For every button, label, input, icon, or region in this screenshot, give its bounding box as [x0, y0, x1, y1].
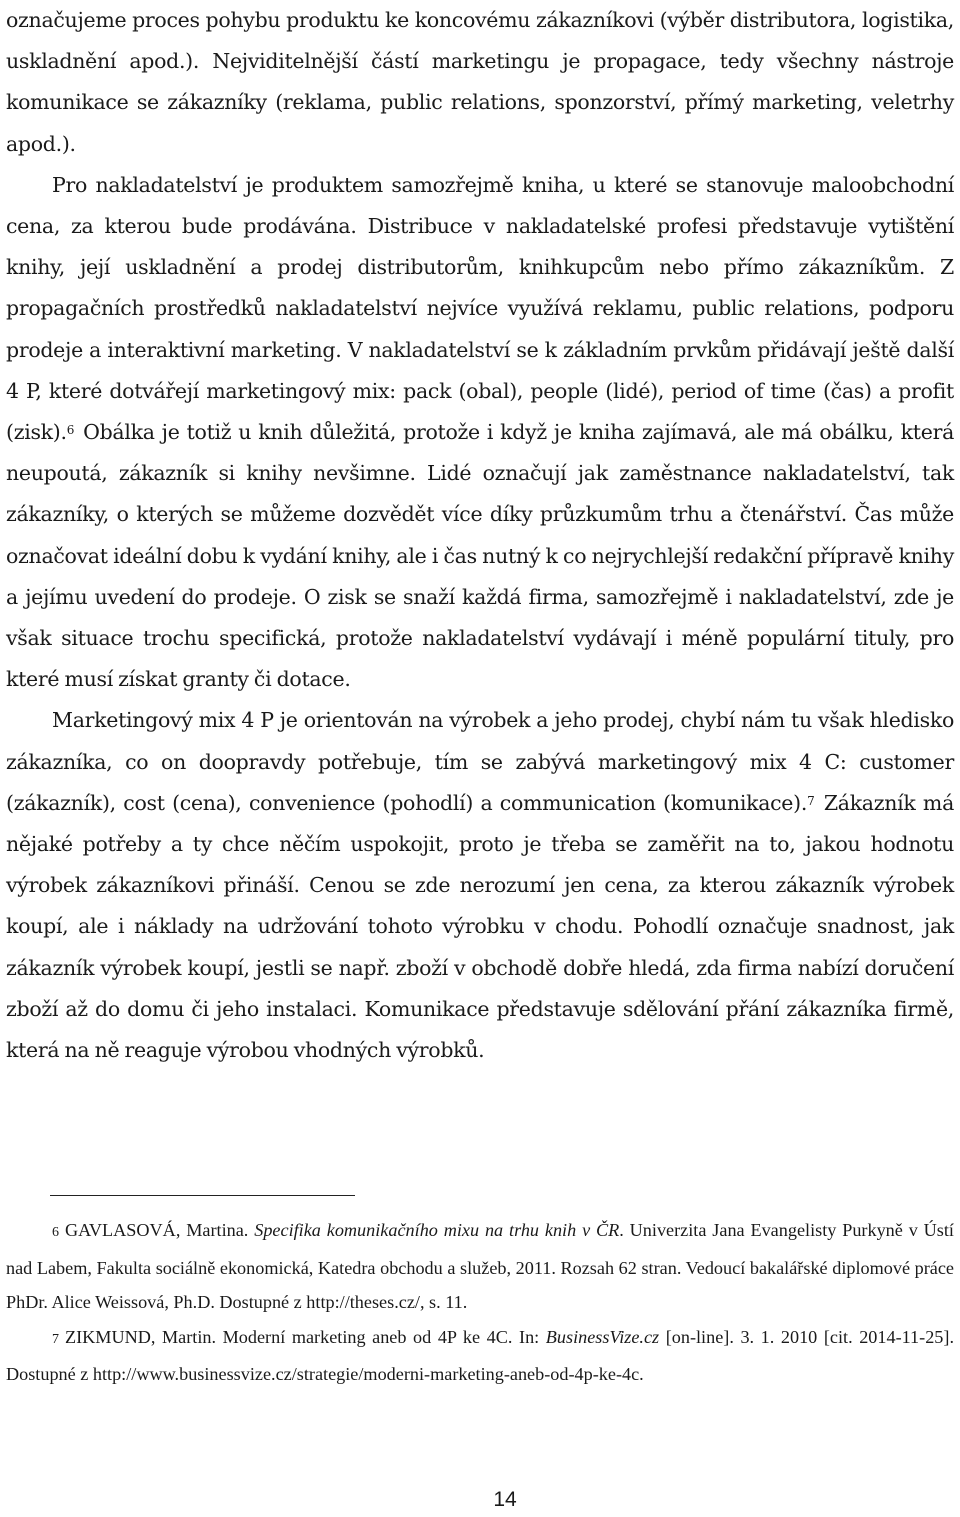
footnote-7	[6, 1320, 954, 1392]
paragraph-text: Zákazník má nějaké potřeby a ty chce něčím uspokojit, proto je třeba se zaměřit na to, jakou hodnotu výrobek zákazníkovi přináší. Cenou se zde nerozumí jen cena, za kterou zákazník výrobek koupí, ale i náklady na udržování tohoto výrobku v chodu. Pohodlí označuje snadnost, jak zákazník výrobek koupí, jestli se např. zboží v obchodě dobře hledá, zda firma nabízí doručení zboží až do domu či jeho instalaci. Komunikace představuje sdělování přání zákazníka firmě, která na ně reaguje výrobou vhodných výrobků.	[6, 790, 954, 1063]
paragraph-marketing-4c	[6, 700, 954, 1071]
footnote-author: ZIKMUND, Martin. Moderní marketing aneb od 4P ke 4C. In:	[65, 1326, 546, 1347]
body-text	[6, 0, 954, 1071]
footnote-title: Specifika komunikačního mixu na trhu knih v ČR	[254, 1220, 620, 1240]
footnote-reference-6[interactable]: 6	[66, 423, 75, 438]
footnote-separator	[50, 1195, 355, 1196]
footnotes	[6, 1213, 954, 1392]
footnote-6	[6, 1213, 954, 1320]
footnote-details: . Univerzita Jana Evangelisty Purkyně v Ústí nad Labem, Fakulta sociálně ekonomická, Katedra obchodu a služeb, 2011. Rozsah 62 stran. Vedoucí bakalářské diplomové práce PhDr. Alice Weissová, Ph.D. Dostupné z http://theses.cz/, s. 11.	[6, 1220, 954, 1312]
paragraph-text: Marketingový mix 4 P je orientován na výrobek a jeho prodej, chybí nám tu však hledisko zákazníka, co on doopravdy potřebuje, tím se zabývá marketingový mix 4 C: customer (zákazník), cost (cena), convenience (pohodlí) a communication (komunikace).	[6, 708, 954, 815]
footnote-author: GAVLASOVÁ, Martina.	[65, 1220, 255, 1240]
paragraph-text: Pro nakladatelství je produktem samozřejmě kniha, u které se stanovuje maloobchodní cena, za kterou bude prodávána. Distribuce v nakladatelské profesi představuje vytištění knihy, její uskladnění a prodej distributorům, knihkupcům nebo přímo zákazníkům. Z propagačních prostředků nakladatelství nejvíce využívá reklamu, public relations, podporu prodeje a interaktivní marketing. V nakladatelství se k základním prvkům přidávají ještě další 4 P, které dotvářejí marketingový mix: pack (obal), people (lidé), period of time (čas) a profit (zisk).	[6, 172, 954, 445]
footnote-details: [on-line]. 3. 1. 2010 [cit. 2014-11-25]. Dostupné z http://www.businessvize.cz/strategie/moderni-marketing-aneb-od-4p-ke-4c.	[6, 1326, 954, 1384]
paragraph-text: Obálka je totiž u knih důležitá, protože i když je kniha zajímavá, ale má obálku, která neupoutá, zákazník si knihy nevšimne. Lidé označují jak zaměstnance nakladatelství, tak zákazníky, o kterých se můžeme dozvědět více díky průzkumům trhu a čtenářství. Čas může označovat ideální dobu k vydání knihy, ale i čas nutný k co nejrychlejší redakční přípravě knihy a jejímu uvedení do prodeje. O zisk se snaží každá firma, samozřejmě i nakladatelství, zde je však situace trochu specifická, protože nakladatelství vydávají i méně populární tituly, pro které musí získat granty či dotace.	[6, 420, 954, 692]
paragraph-marketing-distribution: označujeme proces pohybu produktu ke koncovému zákazníkovi (výběr distributora, logistika, uskladnění apod.). Nejviditelnější částí marketingu je propagace, tedy všechny nástroje komunikace se zákazníky (reklama, public relations, sponzorství, přímý marketing, veletrhy apod.).	[6, 8, 954, 156]
paragraph-publishing-4p	[6, 165, 954, 701]
footnote-title: BusinessVize.cz	[545, 1326, 660, 1347]
page-number: 14	[493, 1488, 517, 1511]
footnote-number: 7	[52, 1331, 59, 1347]
footnote-number: 6	[52, 1225, 59, 1240]
footnote-reference-7[interactable]: 7	[807, 793, 815, 808]
